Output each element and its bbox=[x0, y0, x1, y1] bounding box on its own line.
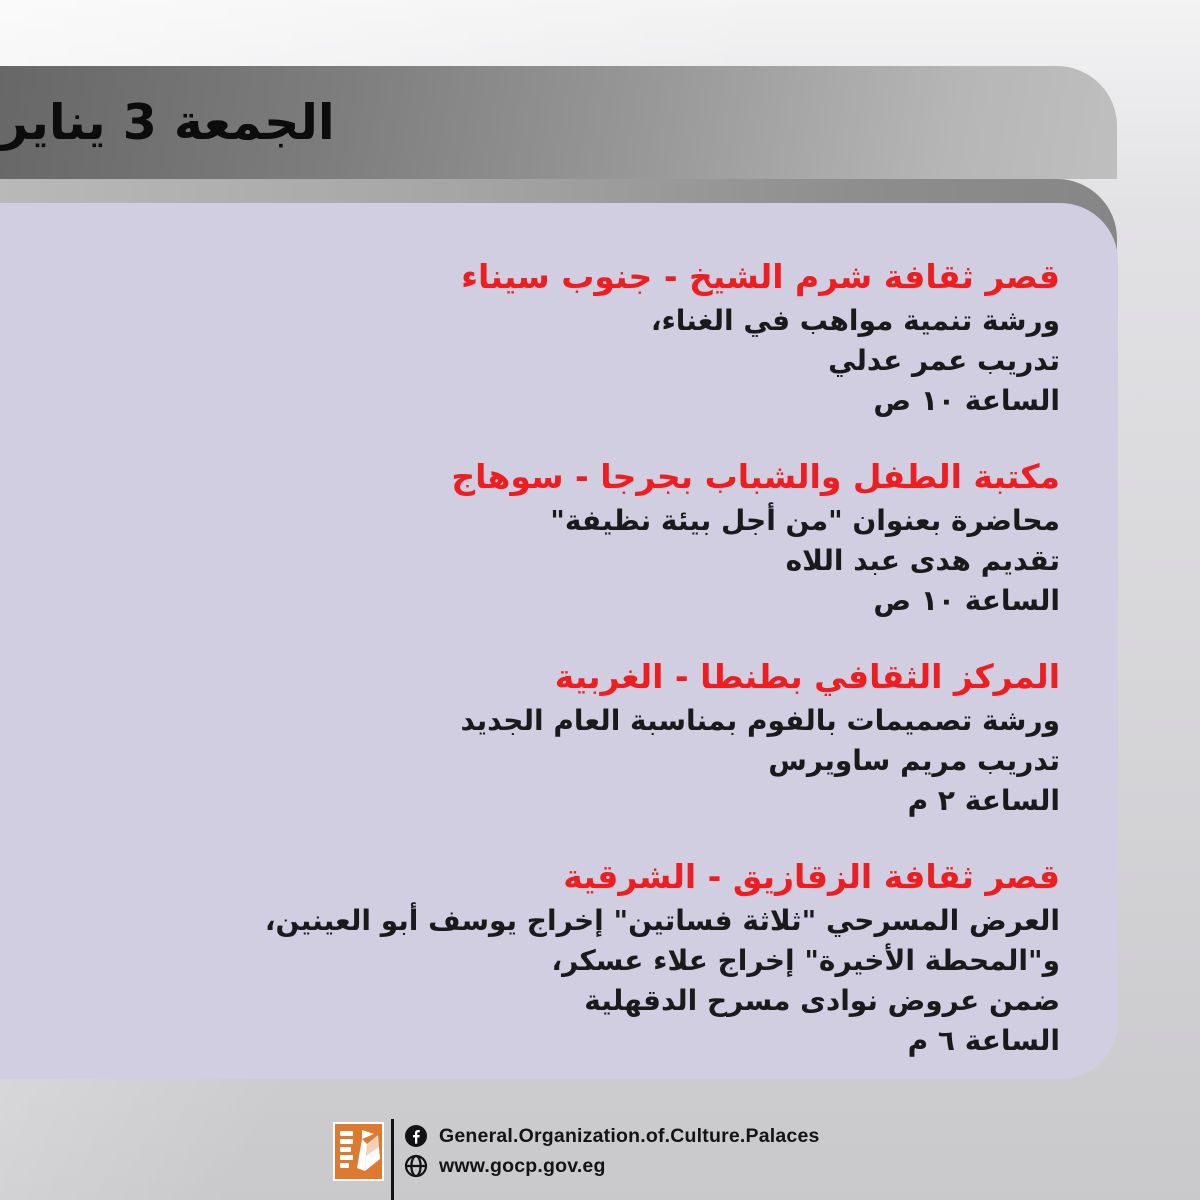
event-detail-line: الساعة ٦ م bbox=[907, 1024, 1060, 1057]
events-panel bbox=[0, 203, 1118, 1079]
gocp-logo bbox=[333, 1122, 384, 1181]
website-row bbox=[404, 1153, 820, 1179]
event-detail-line: ضمن عروض نوادى مسرح الدقهلية bbox=[584, 984, 1060, 1017]
event-detail-line: ورشة تنمية مواهب في الغناء، bbox=[650, 304, 1060, 337]
event-block bbox=[40, 253, 1060, 421]
event-detail-line: الساعة ١٠ ص bbox=[873, 384, 1060, 417]
facebook-handle: General.Organization.of.Culture.Palaces bbox=[439, 1124, 820, 1147]
event-venue: قصر ثقافة الزقازيق - الشرقية bbox=[563, 857, 1060, 896]
event-venue: المركز الثقافي بطنطا - الغربية bbox=[554, 657, 1060, 696]
facebook-row bbox=[404, 1123, 820, 1149]
event-detail-line: ورشة تصميمات بالفوم بمناسبة العام الجديد bbox=[460, 704, 1060, 737]
event-detail-line: تدريب مريم ساويرس bbox=[768, 744, 1060, 777]
globe-icon bbox=[404, 1154, 428, 1178]
date-label: الجمعة 3 يناير bbox=[0, 94, 335, 151]
event-venue: مكتبة الطفل والشباب بجرجا - سوهاج bbox=[451, 457, 1060, 496]
event-block bbox=[40, 653, 1060, 821]
event-detail-line: تدريب عمر عدلي bbox=[828, 344, 1060, 377]
footer-divider bbox=[391, 1119, 394, 1200]
event-block bbox=[40, 453, 1060, 621]
date-banner bbox=[0, 66, 1117, 179]
footer-contact bbox=[404, 1123, 820, 1179]
event-venue: قصر ثقافة شرم الشيخ - جنوب سيناء bbox=[461, 257, 1060, 296]
event-detail-line: العرض المسرحي "ثلاثة فساتين" إخراج يوسف أبو العينين، bbox=[264, 904, 1060, 937]
event-detail-line: و"المحطة الأخيرة" إخراج علاء عسكر، bbox=[551, 944, 1060, 977]
events-list bbox=[0, 203, 1118, 1061]
event-detail-line: الساعة ١٠ ص bbox=[873, 584, 1060, 617]
facebook-icon bbox=[404, 1124, 428, 1148]
event-block bbox=[40, 853, 1060, 1061]
event-detail-line: محاضرة بعنوان "من أجل بيئة نظيفة" bbox=[550, 504, 1060, 537]
event-detail-line: الساعة ٢ م bbox=[907, 784, 1060, 817]
website-url: www.gocp.gov.eg bbox=[439, 1154, 606, 1177]
event-detail-line: تقديم هدى عبد اللاه bbox=[785, 544, 1060, 577]
